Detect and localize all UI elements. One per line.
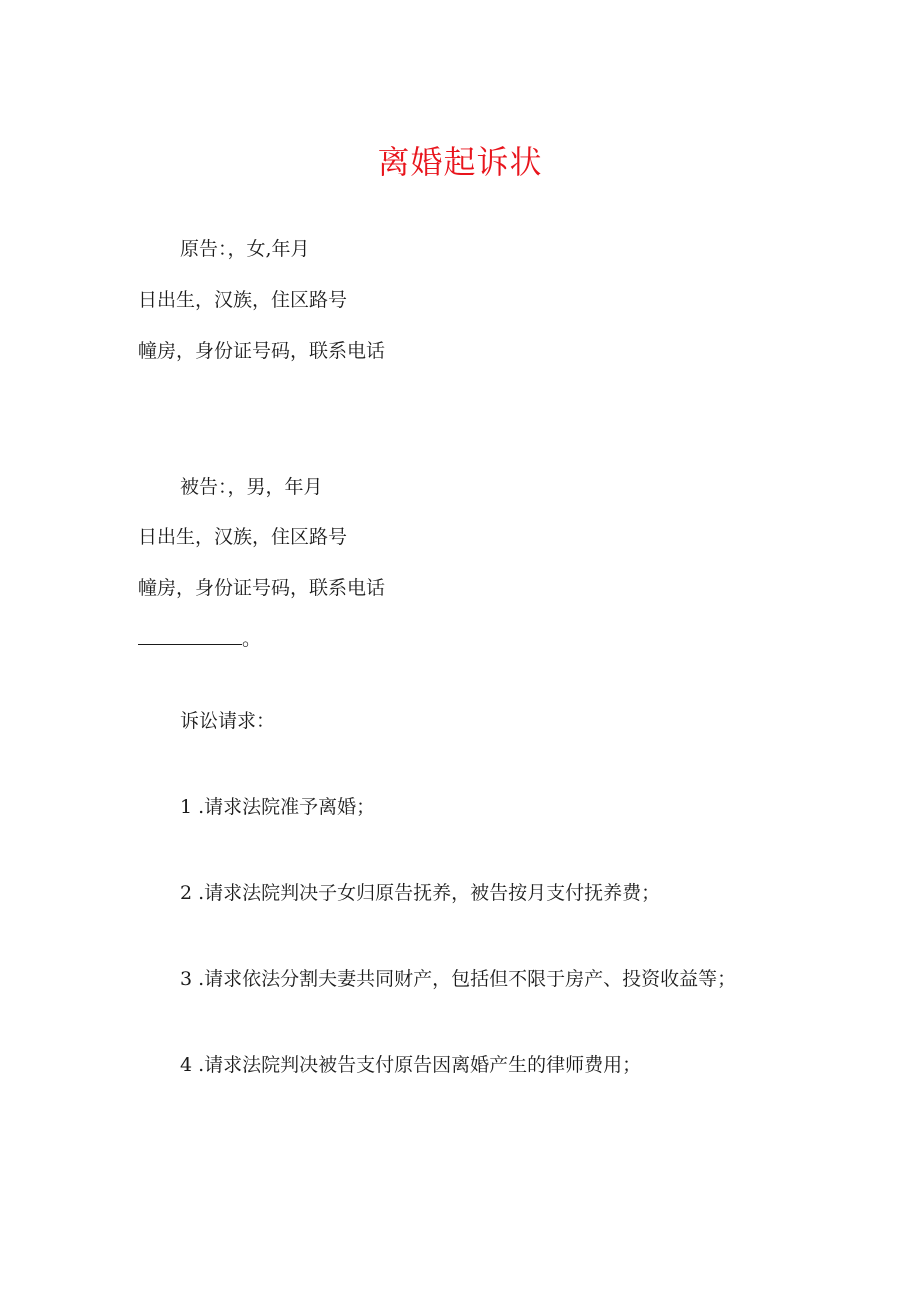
line-end-period: 。 xyxy=(242,628,262,650)
defendant-line-2: 日出生，汉族，住区路号 xyxy=(138,526,348,548)
document-title: 离婚起诉状 xyxy=(377,143,543,181)
claims-heading: 诉讼请求： xyxy=(180,710,276,732)
claim-item-2: 2 .请求法院判决子女归原告抚养，被告按月支付抚养费； xyxy=(180,882,661,904)
plaintiff-line-2: 日出生，汉族，住区路号 xyxy=(138,289,348,311)
defendant-line-1: 被告：，男，年月 xyxy=(180,476,323,498)
claim-item-1: 1 .请求法院准予离婚； xyxy=(180,796,376,818)
defendant-line-4 xyxy=(138,626,261,652)
claim-item-4: 4 .请求法院判决被告支付原告因离婚产生的律师费用； xyxy=(180,1054,642,1076)
plaintiff-line-3: 幢房，身份证号码，联系电话 xyxy=(138,340,386,362)
blank-underline xyxy=(138,630,242,645)
claim-item-3: 3 .请求依法分割夫妻共同财产，包括但不限于房产、投资收益等； xyxy=(180,968,737,990)
plaintiff-line-1: 原告：，女,年月 xyxy=(180,238,310,260)
defendant-line-3: 幢房，身份证号码，联系电话 xyxy=(138,577,386,599)
